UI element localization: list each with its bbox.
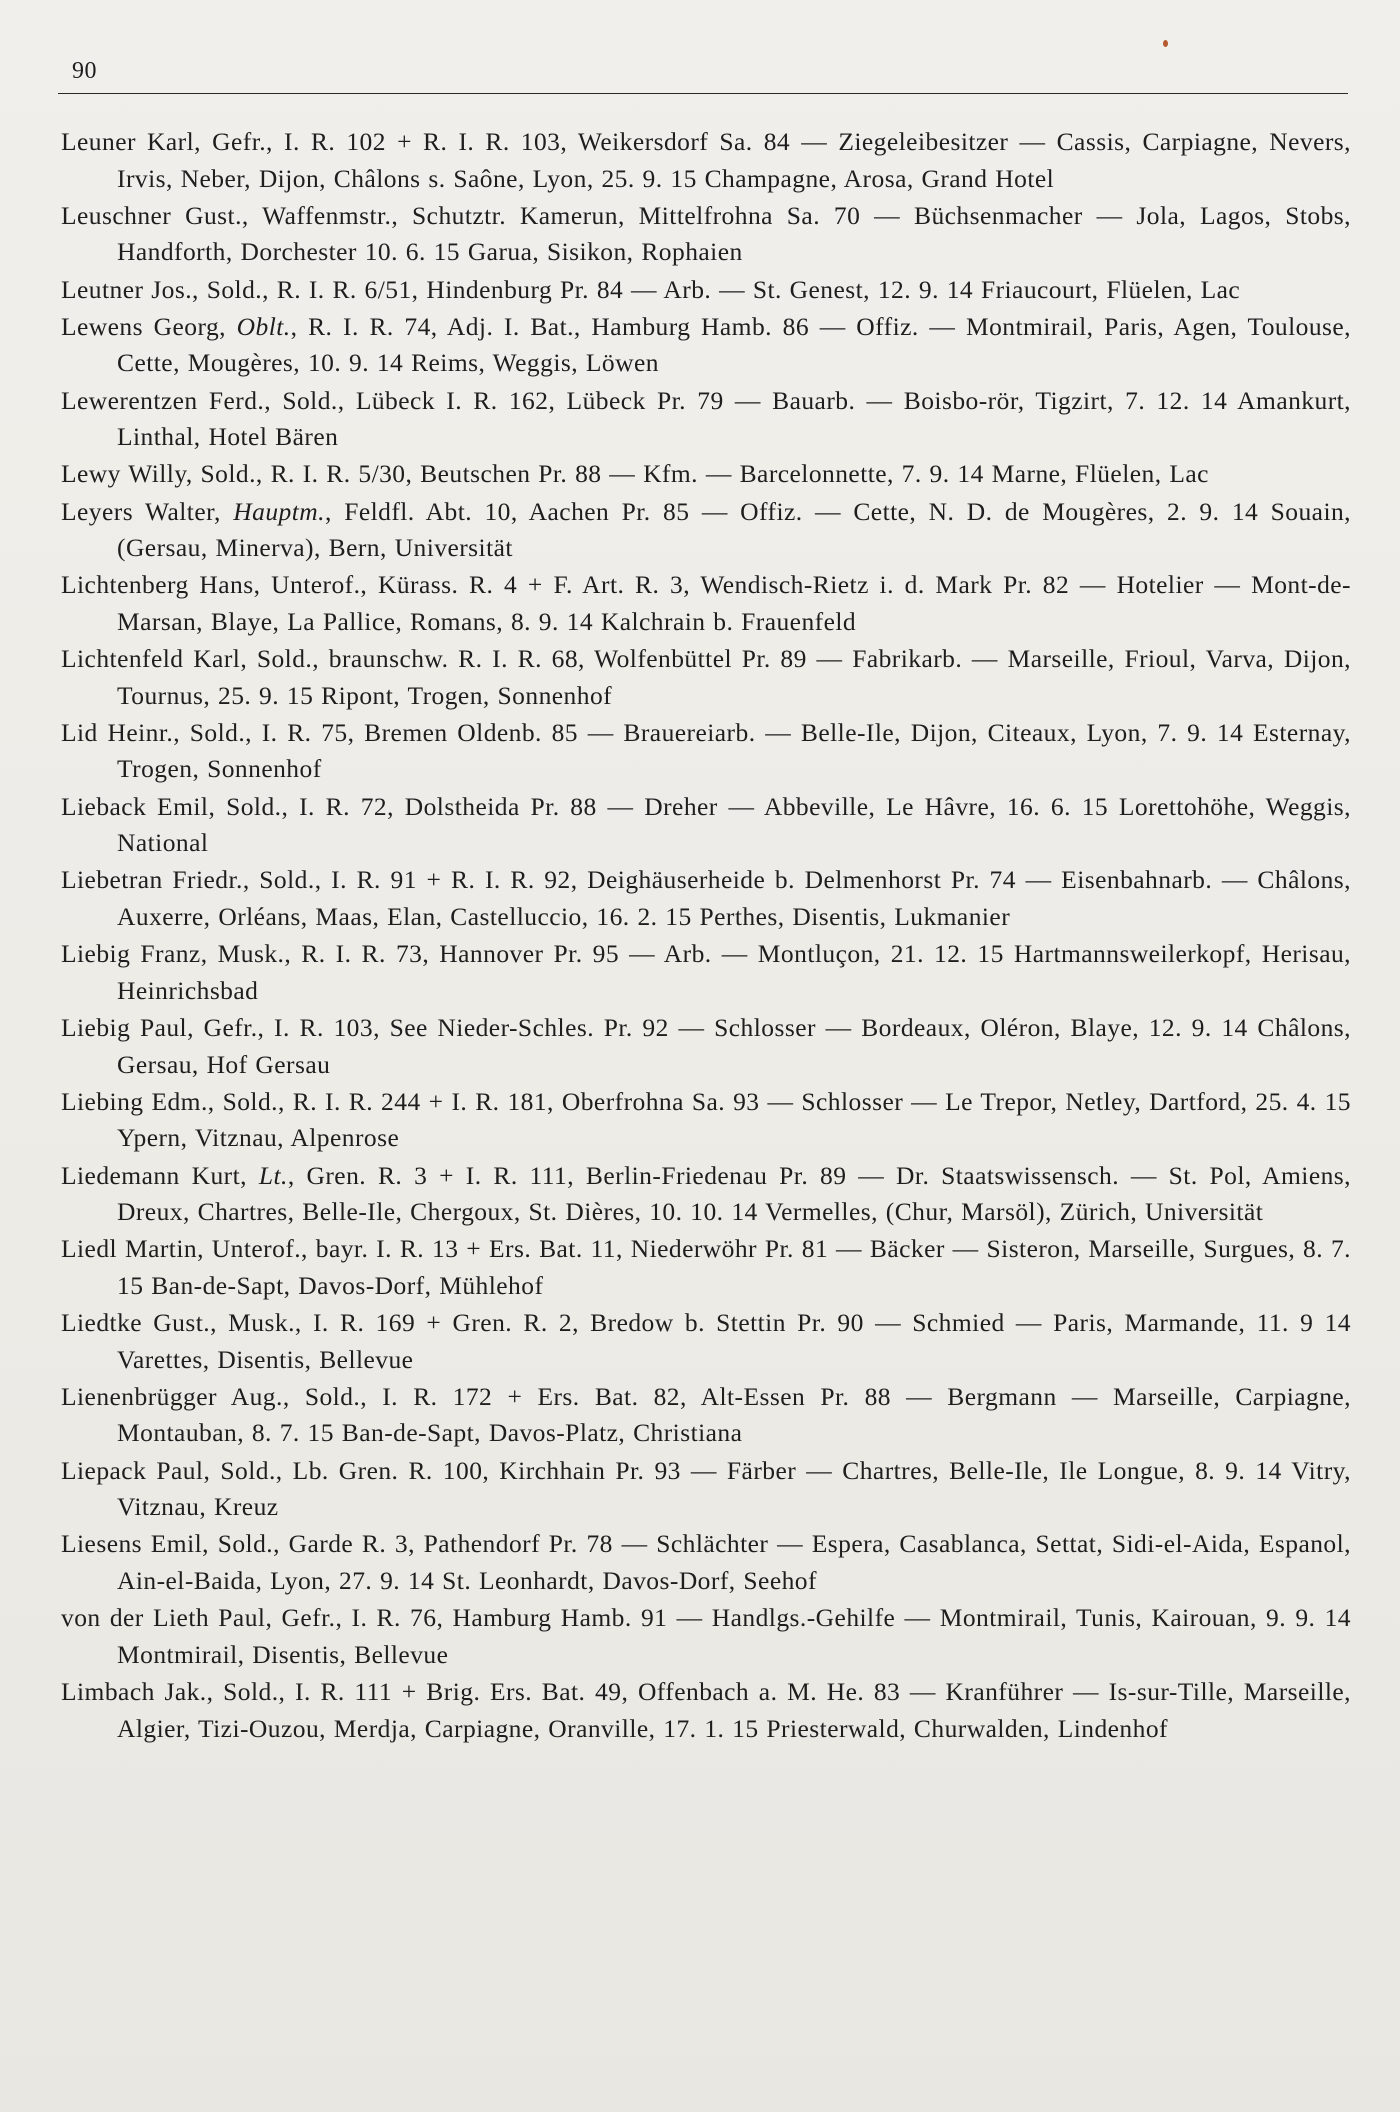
entry-name: Liebig Franz [61, 939, 201, 969]
entry-name: Lieback Emil [61, 791, 209, 821]
entry-details: , Sold., Lübeck I. R. 162, Lübeck Pr. 79 — Bauarb. — Boisbo-rör, Tigzirt, 7. 12. 14 Amankurt, Linthal, Hotel Bären [117, 385, 1351, 452]
entry-details: , Gefr., I. R. 103, See Nieder-Schles. Pr. 92 — Schlosser — Bordeaux, Oléron, Blaye, 12. 9. 14 Châlons, Gersau, Hof Gersau [117, 1012, 1351, 1079]
entry-name: Liedtke Gust. [61, 1308, 211, 1338]
entry-details: , Unterof., Kürass. R. 4 + F. Art. R. 3, Wendisch-Rietz i. d. Mark Pr. 82 — Hotelier — Mont-de-Marsan, Blaye, La Pallice, Romans, 8. 9. 14 Kalchrain b. Frauenfeld [117, 570, 1351, 636]
register-entry [61, 494, 1351, 567]
entry-details: , Sold., I. R. 172 + Ers. Bat. 82, Alt-Essen Pr. 88 — Bergmann — Marseille, Carpiagne, Montauban, 8. 7. 15 Ban-de-Sapt, Davos-Platz, Christiana [117, 1381, 1351, 1448]
entry-name: Liebig Paul [61, 1012, 188, 1042]
entry-rank: Hauptm. [233, 496, 325, 526]
entry-name: Lichtenfeld Karl [61, 644, 241, 674]
register-entry [61, 1379, 1351, 1452]
entry-details: , Waffenmstr., Schutztr. Kamerun, Mittelfrohna Sa. 70 — Büchsenmacher — Jola, Lagos, Stobs, Handforth, Dorchester 10. 6. 15 Garua, Sisikon, Rophaien [117, 200, 1351, 267]
entry-name: Lienenbrügger Aug. [61, 1381, 283, 1411]
entry-details: , Sold., R. I. R. 244 + I. R. 181, Oberfrohna Sa. 93 — Schlosser — Le Trepor, Netley, Dartford, 25. 4. 15 Ypern, Vitznau, Alpenrose [117, 1086, 1351, 1153]
entry-name: Lichtenberg Hans [61, 570, 254, 600]
entry-rank: Lt. [258, 1160, 288, 1190]
entry-details-continued: , Gren. R. 3 + I. R. 111, Berlin-Friedenau Pr. 89 — Dr. Staatswissensch. — St. Pol, Amiens, Dreux, Chartres, Belle-Ile, Chergoux, St. Dières, 10. 10. 14 Vermelles, (Chur, Marsöl), Zürich, Universität [117, 1160, 1351, 1227]
register-entry [61, 198, 1351, 271]
entry-details: , Sold., I. R. 72, Dolstheida Pr. 88 — Dreher — Abbeville, Le Hâvre, 16. 6. 15 Lorettohöhe, Weggis, National [117, 791, 1351, 858]
register-entry [61, 456, 1351, 493]
entry-name: Liebetran Friedr. [61, 865, 243, 895]
header-rule [58, 93, 1348, 94]
page-number: 90 [72, 58, 97, 84]
entry-details: , Sold., braunschw. R. I. R. 68, Wolfenbüttel Pr. 89 — Fabrikarb. — Marseille, Frioul, Varva, Dijon, Tournus, 25. 9. 15 Ripont, Trogen, Sonnenhof [117, 644, 1351, 710]
entry-details: , [219, 311, 237, 341]
entry-name: Liebing Edm. [61, 1086, 208, 1116]
entry-name: Liedemann Kurt [61, 1160, 241, 1190]
register-entry [61, 1231, 1351, 1304]
register-entry [61, 936, 1351, 1009]
register-entry [61, 272, 1351, 309]
entry-details: , Sold., I. R. 111 + Brig. Ers. Bat. 49, Offenbach a. M. He. 83 — Kranführer — Is-sur-Tille, Marseille, Algier, Tizi-Ouzou, Merdja, Carpiagne, Oranville, 17. 1. 15 Priesterwald, Churwalden, Lindenhof [117, 1677, 1351, 1743]
register-entry [61, 641, 1351, 714]
entry-name: Leuschner Gust. [61, 200, 242, 230]
entry-details-continued: , R. I. R. 74, Adj. I. Bat., Hamburg Hamb. 86 — Offiz. — Montmirail, Paris, Agen, Toulouse, Cette, Mougères, 10. 9. 14 Reims, Weggis, Löwen [117, 311, 1352, 378]
register-entries [61, 124, 1351, 1747]
entry-name: Lewy Willy [61, 459, 186, 489]
entry-rank: Oblt. [236, 311, 291, 341]
entry-name: Liesens Emil [61, 1529, 203, 1559]
register-entry [61, 1526, 1351, 1599]
entry-details: , Musk., R. I. R. 73, Hannover Pr. 95 — Arb. — Montluçon, 21. 12. 15 Hartmannsweilerkopf, Herisau, Heinrichsbad [117, 939, 1351, 1005]
register-entry [61, 1158, 1351, 1231]
entry-name: Leyers Walter [61, 496, 215, 526]
entry-name: Limbach Jak. [61, 1677, 207, 1706]
register-entry [61, 1305, 1351, 1378]
entry-details: , Sold., Garde R. 3, Pathendorf Pr. 78 — Schlächter — Espera, Casablanca, Settat, Sidi-el-Aida, Espanol, Ain-el-Baida, Lyon, 27. 9. 14 St. Leonhardt, Davos-Dorf, Seehof [117, 1529, 1351, 1596]
entry-details: , Sold., R. I. R. 5/30, Beutschen Pr. 88 — Kfm. — Barcelonnette, 7. 9. 14 Marne, Flüelen, Lac [185, 459, 1209, 489]
entry-details: , Sold., Lb. Gren. R. 100, Kirchhain Pr. 93 — Färber — Chartres, Belle-Ile, Ile Longue, 8. 9. 14 Vitry, Vitznau, Kreuz [117, 1455, 1352, 1522]
entry-name: Lid Heinr. [61, 717, 174, 747]
register-entry [61, 309, 1351, 382]
entry-details-continued: , Feldfl. Abt. 10, Aachen Pr. 85 — Offiz. — Cette, N. D. de Mougères, 2. 9. 14 Souain, (Gersau, Minerva), Bern, Universität [117, 496, 1352, 563]
register-entry [61, 1674, 1351, 1747]
register-entry [61, 1600, 1351, 1673]
register-entry [61, 789, 1351, 862]
register-entry [61, 715, 1351, 788]
register-entry [61, 383, 1351, 456]
entry-name: Liepack Paul [61, 1455, 204, 1485]
entry-name: von der Lieth Paul [61, 1603, 266, 1633]
entry-details: , Unterof., bayr. I. R. 13 + Ers. Bat. 11, Niederwöhr Pr. 81 — Bäcker — Sisteron, Marseille, Surgues, 8. 7. 15 Ban-de-Sapt, Davos-Dorf, Mühlehof [117, 1234, 1351, 1300]
entry-details: , Sold., I. R. 91 + R. I. R. 92, Deighäuserheide b. Delmenhorst Pr. 74 — Eisenbahnarb. — Châlons, Auxerre, Orléans, Maas, Elan, Castelluccio, 16. 2. 15 Perthes, Disentis, Lukmanier [117, 865, 1351, 931]
entry-name: Leutner Jos. [61, 274, 193, 304]
entry-details: , [214, 496, 234, 526]
register-entry [61, 1010, 1351, 1083]
entry-details: , Gefr., I. R. 76, Hamburg Hamb. 91 — Handlgs.-Gehilfe — Montmirail, Tunis, Kairouan, 9. 9. 14 Montmirail, Disentis, Bellevue [117, 1603, 1351, 1669]
entry-name: Lewerentzen Ferd. [61, 385, 265, 415]
register-entry [61, 1453, 1351, 1526]
entry-details: , Sold., I. R. 75, Bremen Oldenb. 85 — Brauereiarb. — Belle-Ile, Dijon, Citeaux, Lyon, 7. 9. 14 Esternay, Trogen, Sonnenhof [117, 717, 1351, 784]
register-entry [61, 862, 1351, 935]
entry-details: , [240, 1160, 259, 1190]
register-entry [61, 1084, 1351, 1157]
entry-name: Lewens Georg [61, 311, 220, 341]
register-entry [61, 567, 1351, 640]
entry-name: Leuner Karl [61, 127, 195, 156]
entry-details: , Gefr., I. R. 102 + R. I. R. 103, Weikersdorf Sa. 84 — Ziegeleibesitzer — Cassis, Carpiagne, Nevers, Irvis, Neber, Dijon, Châlons s. Saône, Lyon, 25. 9. 15 Champagne, Arosa, Grand Hotel [117, 127, 1351, 193]
entry-details: , Sold., R. I. R. 6/51, Hindenburg Pr. 84 — Arb. — St. Genest, 12. 9. 14 Friaucourt, Flüelen, Lac [192, 274, 1241, 304]
register-entry [61, 124, 1351, 197]
ink-speck [1163, 40, 1168, 47]
entry-name: Liedl Martin [61, 1234, 198, 1264]
entry-details: , Musk., I. R. 169 + Gren. R. 2, Bredow b. Stettin Pr. 90 — Schmied — Paris, Marmande, 11. 9 14 Varettes, Disentis, Bellevue [117, 1308, 1352, 1374]
